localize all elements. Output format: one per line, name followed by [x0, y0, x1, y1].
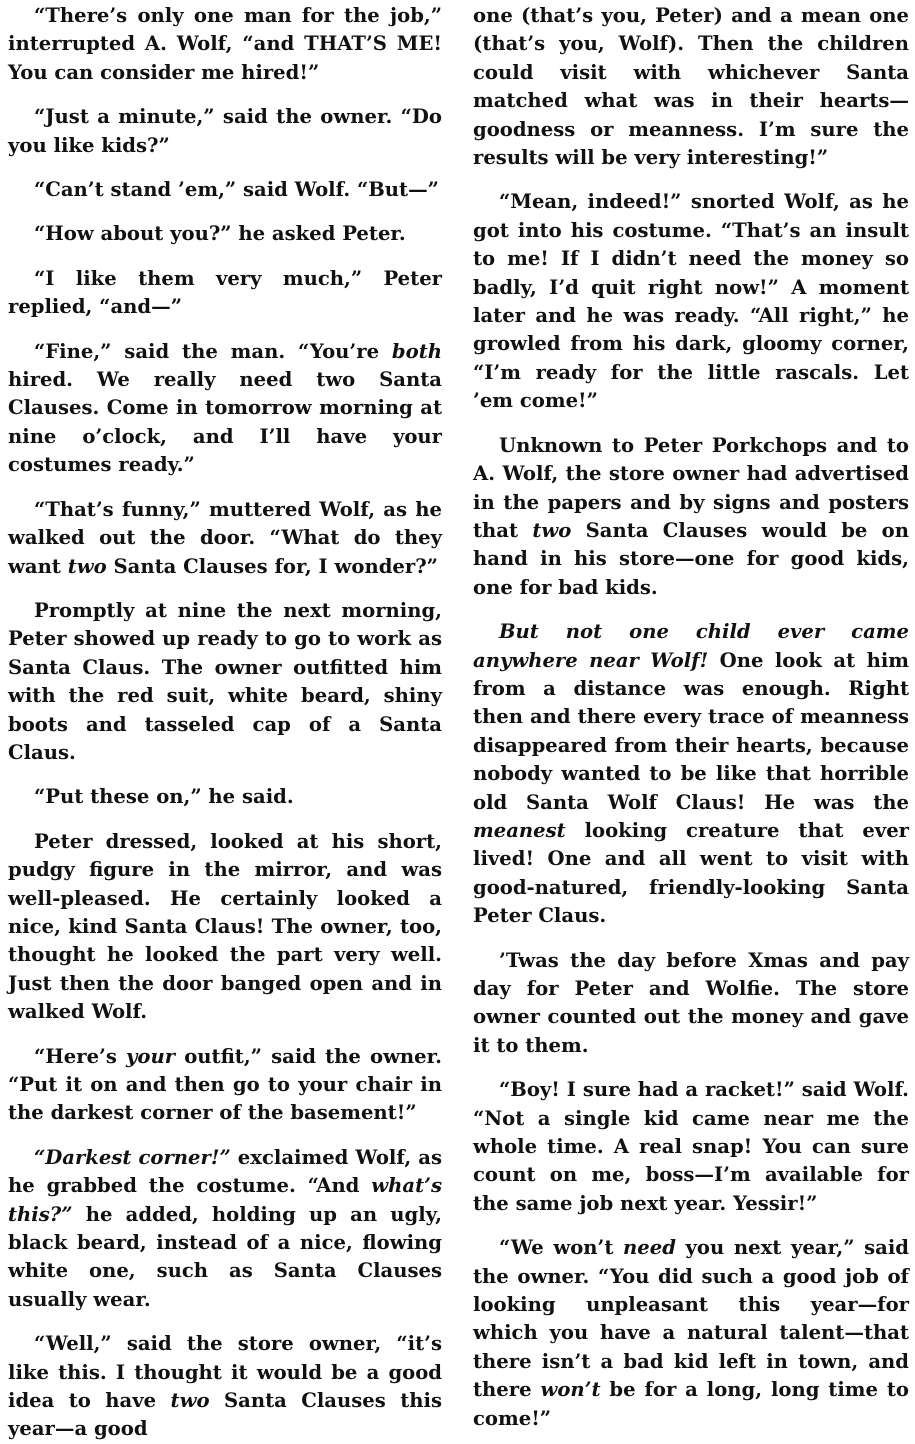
paragraph — [8, 338, 442, 480]
paragraph-continued — [473, 2, 909, 172]
text-run: one (that’s you, Peter) and a mean one (that’s you, Wolf). Then the children could visit with whichever Santa matched what was in their hearts—goodness or meanness. I’m sure the results will be very interesting!” — [473, 4, 909, 170]
text-run: “Can’t stand ’em,” said Wolf. “But—” — [34, 178, 439, 202]
italic-text-run: meanest — [473, 818, 566, 842]
text-run: “Put these on,” he said. — [34, 785, 294, 809]
text-run: Unknown to Peter Porkchops and to A. Wolf, the store owner had advertised in the papers and by signs and posters that — [473, 433, 909, 542]
paragraph — [8, 265, 442, 322]
paragraph — [473, 618, 909, 930]
text-run: be for a long, long time to come!” — [473, 1378, 910, 1430]
paragraph — [8, 1144, 442, 1314]
paragraph — [8, 828, 442, 1027]
text-run: “Fine,” said the man. “You’re — [34, 339, 392, 363]
paragraph — [8, 1043, 442, 1128]
paragraph — [8, 1330, 442, 1444]
text-run: hired. We really need two Santa Clauses. Come in tomorrow morning at nine o’clock, and I’ll have your costumes ready.” — [8, 368, 442, 477]
text-run: Santa Clauses this year—a good — [8, 1389, 442, 1441]
paragraph — [473, 432, 909, 602]
paragraph — [8, 220, 442, 248]
italic-text-run: your — [126, 1044, 176, 1068]
text-run: exclaimed Wolf, as he grabbed the costume. “And — [8, 1145, 442, 1198]
text-run: outfit,” said the owner. “Put it on and then go to your chair in the darkest corner of the basement!” — [8, 1044, 442, 1125]
italic-text-run: two — [532, 518, 572, 542]
text-run: “Boy! I sure had a racket!” said Wolf. “Not a single kid came near me the whole time. A real snap! You can sure count on me, boss—I’m available for the same job next year. Yessir!” — [473, 1078, 909, 1215]
paragraph — [8, 103, 442, 160]
text-run: “There’s only one man for the job,” interrupted A. Wolf, “and THAT’S ME! You can consider me hired!” — [8, 4, 442, 84]
paragraph — [473, 1234, 909, 1433]
text-run: “That’s funny,” muttered Wolf, as he walked out the door. “What do they want — [8, 497, 442, 578]
text-run: you next year,” said the owner. “You did such a good job of looking unpleasant this year—for which you have a natural talent—that there isn’t a bad kid left in town, and there — [473, 1236, 909, 1402]
italic-text-run: won’t — [540, 1378, 601, 1402]
italic-text-run: what’s this?” — [8, 1174, 442, 1226]
italic-text-run: “Darkest corner!” — [34, 1145, 231, 1169]
text-run: “Just a minute,” said the owner. “Do you like kids?” — [8, 105, 442, 157]
text-run: ’Twas the day before Xmas and pay day for Peter and Wolfie. The store owner counted out the money and gave it to them. — [473, 948, 909, 1057]
left-column — [6, 0, 442, 1441]
paragraph — [8, 597, 442, 767]
text-run: “Here’s — [34, 1044, 127, 1068]
text-run: “Mean, indeed!” snorted Wolf, as he got into his costume. “That’s an insult to me! If I didn’t need the money so badly, I’d quit right now!” A moment later and he was ready. “All right,” he growled from his dark, gloomy corner, “I’m ready for the little rascals. Let ’em come!” — [473, 190, 909, 413]
paragraph — [8, 783, 442, 811]
paragraph — [8, 496, 442, 581]
text-run: “How about you?” he asked Peter. — [34, 222, 406, 246]
paragraph — [473, 188, 909, 415]
text-run: Santa Clauses for, I wonder?” — [106, 554, 438, 578]
paragraph — [473, 947, 909, 1061]
text-run: he added, holding up an ugly, black beard, instead of a nice, flowing white one, such as Santa Clauses usually wear. — [8, 1202, 442, 1311]
text-run: Peter dressed, looked at his short, pudgy figure in the mirror, and was well-pleased. He certainly looked a nice, kind Santa Claus! The owner, too, thought he looked the part very well. Just then the door banged open and in walked Wolf. — [8, 829, 442, 1024]
text-run: “We won’t — [499, 1236, 624, 1260]
paragraph — [8, 176, 442, 204]
right-column — [473, 0, 910, 1430]
italic-text-run: both — [391, 339, 442, 363]
italic-text-run: two — [170, 1389, 210, 1413]
text-run: “I like them very much,” Peter replied, “and—” — [8, 266, 442, 319]
italic-text-run: But not one child ever came anywhere near Wolf! — [473, 620, 909, 672]
text-run: One look at him from a distance was enough. Right then and there every trace of meanness disappeared from their hearts, because nobody wanted to be like that horrible old Santa Wolf Claus! He was the — [473, 648, 909, 814]
italic-text-run: need — [623, 1236, 676, 1260]
text-run: Promptly at nine the next morning, Peter showed up ready to go to work as Santa Claus. The owner outfitted him with the red suit, white beard, shiny boots and tasseled cap of a Santa Claus. — [8, 598, 442, 764]
text-run: Santa Clauses would be on hand in his store—one for good kids, one for bad kids. — [473, 518, 909, 599]
text-run: “Well,” said the store owner, “it’s like this. I thought it would be a good idea to have — [8, 1332, 442, 1413]
text-run: looking creature that ever lived! One and all went to visit with good-natured, friendly-looking Santa Peter Claus. — [473, 818, 909, 928]
paragraph — [473, 1076, 909, 1218]
paragraph — [8, 2, 442, 87]
italic-text-run: two — [67, 554, 107, 578]
